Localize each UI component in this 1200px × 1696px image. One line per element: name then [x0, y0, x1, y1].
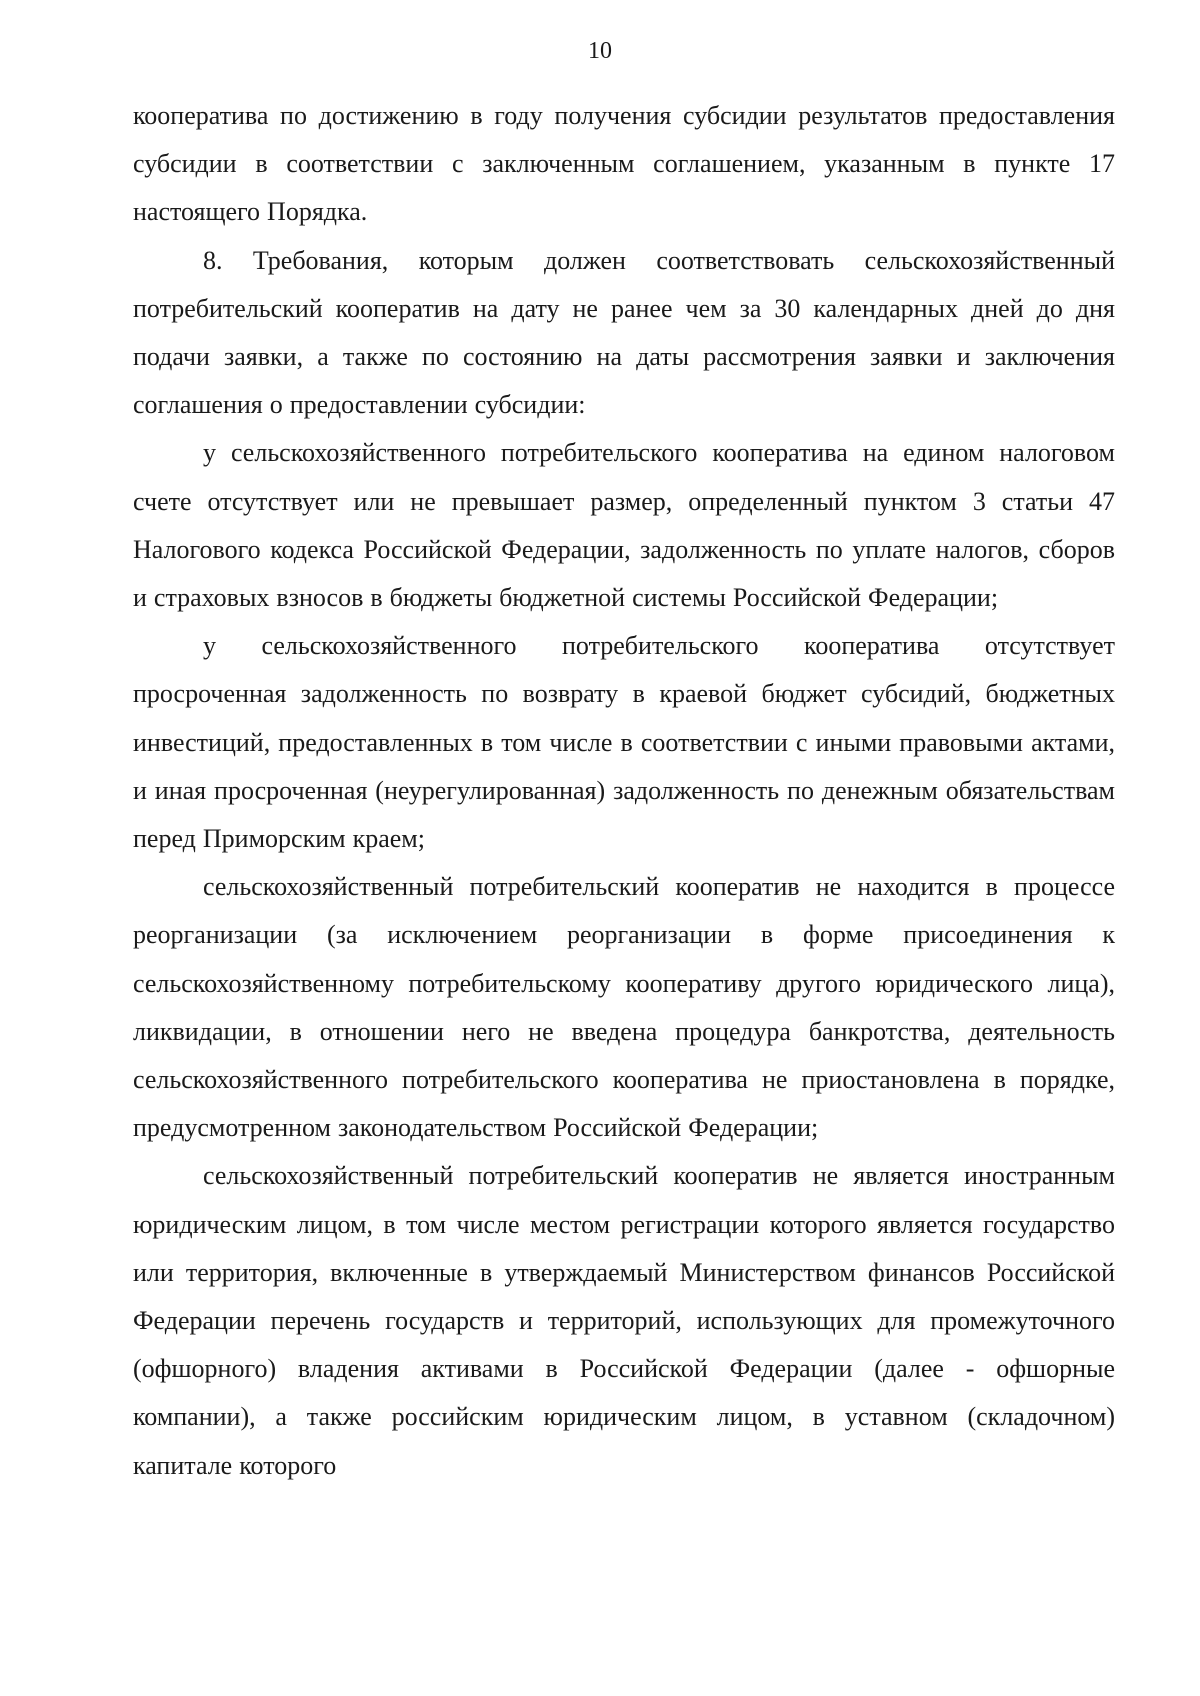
paragraph-overdue-debt: у сельскохозяйственного потребительского кооператива отсутствует просроченная задолженность по возврату в краевой бюджет субсидий, бюджетных инвестиций, предоставленных в том числе в соответствии с иными правовыми актами, и иная просроченная (неурегулированная) задолженность по денежным обязательствам перед Приморским краем;	[133, 631, 1115, 854]
document-body	[133, 92, 1115, 1490]
paragraph-reorganization: сельскохозяйственный потребительский кооператив не находится в процессе реорганизации (за исключением реорганизации в форме присоединения к сельскохозяйственному потребительскому кооперативу другого юридического лица), ликвидации, в отношении него не введена процедура банкротства, деятельность сельскохозяйственного потребительского кооператива не приостановлена в порядке, предусмотренном законодательством Российской Федерации;	[133, 872, 1115, 1143]
paragraph-offshore: сельскохозяйственный потребительский кооператив не является иностранным юридическим лицом, в том числе местом регистрации которого является государство или территория, включенные в утверждаемый Министерством финансов Российской Федерации перечень государств и территорий, использующих для промежуточного (офшорного) владения активами в Российской Федерации (далее - офшорные компании), а также российским юридическим лицом, в уставном (складочном) капитале которого	[133, 1161, 1115, 1480]
page-number: 10	[588, 38, 612, 64]
paragraph-item-8-requirements: 8. Требования, которым должен соответствовать сельскохозяйственный потребительский кооператив на дату не ранее чем за 30 календарных дней до дня подачи заявки, а также по состоянию на даты рассмотрения заявки и заключения соглашения о предоставлении субсидии:	[133, 245, 1115, 420]
paragraph-tax-debt: у сельскохозяйственного потребительского кооператива на едином налоговом счете отсутствует или не превышает размер, определенный пунктом 3 статьи 47 Налогового кодекса Российской Федерации, задолженность по уплате налогов, сборов и страховых взносов в бюджеты бюджетной системы Российской Федерации;	[133, 438, 1115, 613]
paragraph-continuation: кооператива по достижению в году получения субсидии результатов предоставления субсидии в соответствии с заключенным соглашением, указанным в пункте 17 настоящего Порядка.	[133, 101, 1115, 227]
